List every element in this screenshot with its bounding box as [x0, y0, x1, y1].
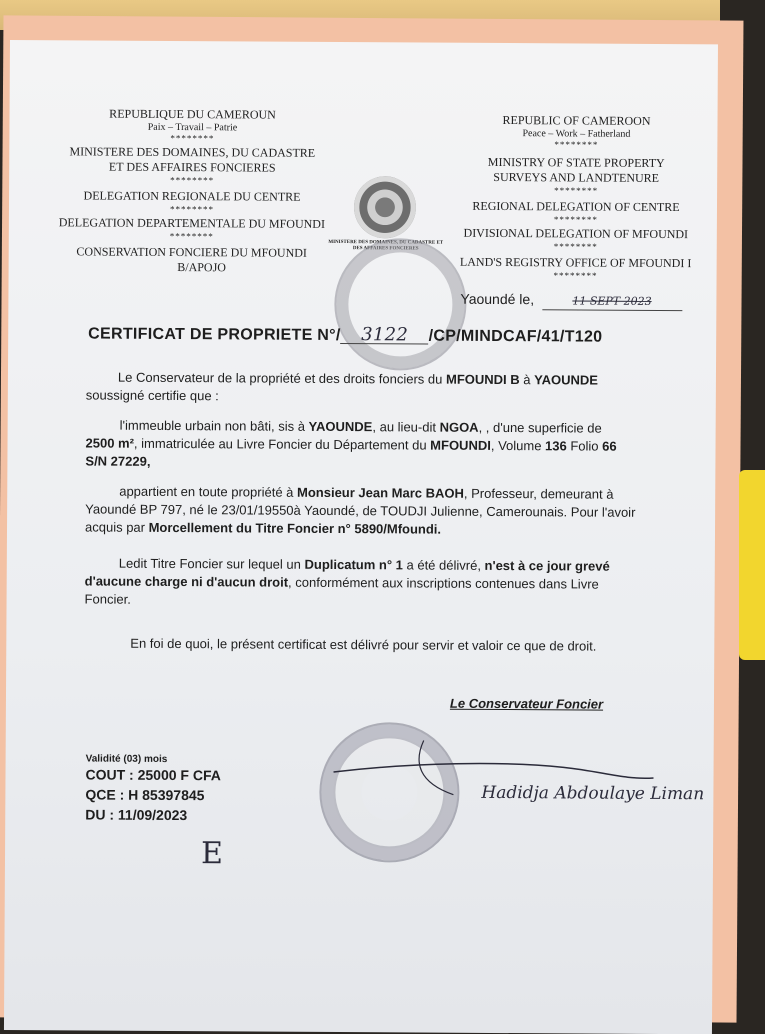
- header-left: REPUBLIQUE DU CAMEROUN Paix – Travail – Patrie ******** MINISTERE DES DOMAINES, DU CADASTRE ET DES AFFAIRES FONCIERES ******** DELEGATION REGIONALE DU CENTRE ******** DELEGATION DEPARTEMENTALE DU MFOUNDI ******** CONSERVATION FONCIERE DU MFOUNDI B/APOJO: [47, 106, 338, 276]
- header-right-country: REPUBLIC OF CAMEROON: [502, 113, 651, 128]
- paragraph-2-line-2: 2500 m², immatriculée au Livre Foncier du Département du MFOUNDI, Volume 136 Folio 66: [85, 435, 617, 454]
- handwritten-mark: E: [200, 836, 224, 872]
- header-right-ministry: MINISTRY OF STATE PROPERTY: [487, 154, 665, 171]
- header-right-divisional: DIVISIONAL DELEGATION OF MFOUNDI: [463, 225, 689, 242]
- header-left-regional: DELEGATION REGIONALE DU CENTRE: [83, 188, 301, 204]
- date-label: Yaoundé le,: [460, 290, 535, 308]
- date-value: 11 SEPT 2023: [572, 294, 652, 308]
- paragraph-4-line-2: d'aucune charge ni d'aucun droit, conformément aux inscriptions contenues dans Livre: [84, 573, 599, 592]
- yellow-sticky-edge: [739, 470, 765, 660]
- signatory-name: Hadidja Abdoulaye Liman: [481, 782, 705, 805]
- validity: Validité (03) mois: [85, 753, 168, 765]
- header-right-registry: LAND'S REGISTRY OFFICE OF MFOUNDI I: [459, 254, 692, 271]
- qce: QCE : H 85397845: [85, 786, 205, 804]
- paragraph-1-line-1: Le Conservateur de la propriété et des droits fonciers du MFOUNDI B à YAOUNDE: [117, 369, 599, 388]
- certificate-number: 3122: [341, 326, 429, 345]
- paragraph-2-line-1: l'immeuble urbain non bâti, sis à YAOUNDE, au lieu-dit NGOA, , d'une superficie de: [119, 417, 602, 436]
- paragraph-3-line-2: Yaoundé BP 797, né le 23/01/19550à Yaoundé, de TOUDJI Julienne, Camerounais. Pour l'avoir: [85, 501, 636, 520]
- seal-caption: MINISTERE DES DOMAINES, DU CADASTRE ET DES AFFAIRES FONCIERES: [328, 239, 444, 252]
- paragraph-3-line-3: acquis par Morcellement du Titre Foncier n° 5890/Mfoundi.: [84, 519, 442, 537]
- header-left-motto: Paix – Travail – Patrie: [147, 121, 238, 134]
- date-line: [460, 291, 682, 311]
- header-right: REPUBLIC OF CAMEROON Peace – Work – Fatherland ******** MINISTRY OF STATE PROPERTY SURVEYS AND LANDTENURE ******** REGIONAL DELEGATION OF CENTRE ******** DIVISIONAL DELEGATION OF MFOUNDI ******** LAND'S REGISTRY OFFICE OF MFOUNDI I ********: [441, 113, 712, 282]
- certificate-page: [4, 40, 718, 1034]
- signatory-title: Le Conservateur Foncier: [449, 695, 604, 712]
- header-left-country: REPUBLIQUE DU CAMEROUN: [109, 106, 276, 122]
- header-right-regional: REGIONAL DELEGATION OF CENTRE: [472, 198, 680, 215]
- emblem-seal: [354, 176, 416, 238]
- certificate-title: CERTIFICAT DE PROPRIETE N°/ 3122 /CP/MINDCAF/41/T120: [88, 324, 603, 346]
- header-left-conservation: CONSERVATION FONCIERE DU MFOUNDI: [76, 244, 307, 260]
- cost: COUT : 25000 F CFA: [85, 766, 221, 784]
- paragraph-4-line-1: Ledit Titre Foncier sur lequel un Duplicatum n° 1 a été délivré, n'est à ce jour grevé: [118, 555, 610, 574]
- paragraph-3-line-1: appartient en toute propriété à Monsieur Jean Marc BAOH, Professeur, demeurant à: [119, 483, 614, 502]
- paragraph-2-line-3: S/N 27229,: [85, 453, 151, 469]
- paragraph-5: En foi de quoi, le présent certificat est délivré pour servir et valoir ce que de droit.: [130, 635, 597, 654]
- header-left-office: B/APOJO: [177, 260, 227, 275]
- issue-date: DU : 11/09/2023: [85, 806, 188, 824]
- header-right-motto: Peace – Work – Fatherland: [522, 128, 631, 140]
- office-stamp-top: [334, 238, 467, 371]
- header-left-ministry: MINISTERE DES DOMAINES, DU CADASTRE: [69, 144, 316, 160]
- paragraph-4-line-3: Foncier.: [84, 591, 131, 607]
- paragraph-1-line-2: soussigné certifie que :: [85, 387, 219, 404]
- header-left-divisional: DELEGATION DEPARTEMENTALE DU MFOUNDI: [58, 215, 326, 231]
